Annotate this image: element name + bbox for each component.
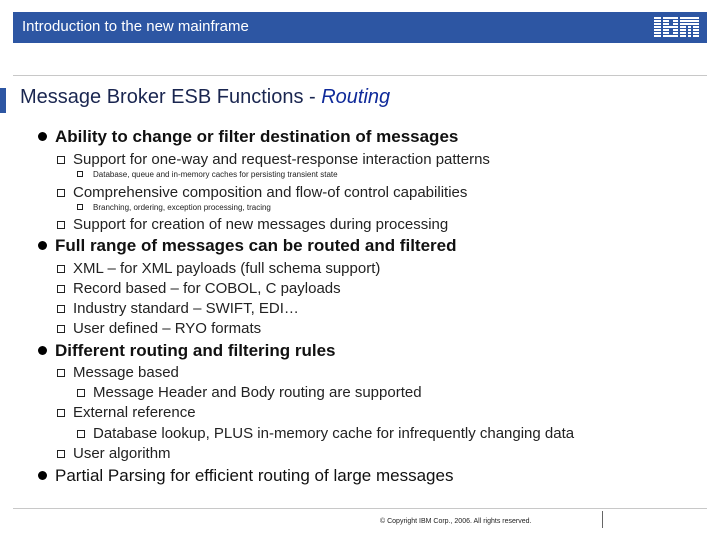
checkbox-bullet-icon — [77, 389, 85, 397]
title-accent-bar — [0, 88, 6, 113]
checkbox-bullet-icon — [57, 221, 65, 229]
bullet-dot-icon — [38, 346, 47, 355]
checkbox-bullet-icon — [77, 171, 83, 177]
footer-separator — [602, 511, 603, 528]
ibm-logo — [654, 16, 699, 38]
bullet-3-sub-1-detail — [77, 384, 422, 401]
bullet-1-sub-3-text: Support for creation of new messages during processing — [73, 216, 449, 233]
checkbox-bullet-icon — [77, 430, 85, 438]
checkbox-bullet-icon — [57, 265, 65, 273]
checkbox-bullet-icon — [57, 305, 65, 313]
bullet-2-sub-1-text: XML – for XML payloads (full schema support) — [73, 260, 381, 277]
bullet-2-sub-3 — [57, 300, 299, 317]
slide-title-emphasis: Routing — [321, 86, 391, 108]
bullet-3-sub-1-detail-text: Message Header and Body routing are supported — [93, 384, 422, 401]
bullet-1 — [38, 127, 458, 147]
checkbox-bullet-icon — [57, 450, 65, 458]
bullet-1-sub-3 — [57, 216, 448, 233]
bullet-3-sub-1 — [57, 364, 179, 381]
copyright-notice: © Copyright IBM Corp., 2006. All rights reserved. — [380, 518, 532, 525]
bullet-1-sub-2-detail-text: Branching, ordering, exception processing, tracing — [93, 203, 271, 212]
bullet-2-sub-4 — [57, 320, 261, 337]
footer-divider — [13, 508, 707, 509]
checkbox-bullet-icon — [57, 156, 65, 164]
checkbox-bullet-icon — [57, 285, 65, 293]
bullet-2-text: Full range of messages can be routed and filtered — [55, 236, 457, 255]
bullet-1-sub-1-text: Support for one-way and request-response interaction patterns — [73, 151, 490, 168]
bullet-3-sub-2-detail-text: Database lookup, PLUS in-memory cache for infrequently changing data — [93, 425, 575, 442]
bullet-4-text: Partial Parsing for efficient routing of large messages — [55, 466, 454, 485]
title-divider — [13, 75, 707, 76]
bullet-1-sub-1 — [57, 151, 490, 168]
bullet-2-sub-1 — [57, 260, 380, 277]
bullet-2-sub-2-text: Record based – for COBOL, C payloads — [73, 280, 341, 297]
bullet-2-sub-3-text: Industry standard – SWIFT, EDI… — [73, 300, 299, 317]
bullet-2 — [38, 236, 456, 256]
bullet-3-sub-2-detail — [77, 425, 574, 442]
bullet-1-text: Ability to change or filter destination of messages — [55, 127, 459, 146]
bullet-3-sub-2-text: External reference — [73, 404, 196, 421]
header-banner — [13, 12, 707, 43]
bullet-3-sub-2 — [57, 404, 196, 421]
checkbox-bullet-icon — [77, 204, 83, 210]
bullet-3-sub-1-text: Message based — [73, 364, 179, 381]
bullet-2-sub-4-text: User defined – RYO formats — [73, 320, 262, 337]
checkbox-bullet-icon — [57, 325, 65, 333]
slide-title — [20, 86, 390, 109]
bullet-3-sub-3 — [57, 445, 171, 462]
bullet-1-sub-1-detail — [77, 170, 338, 179]
bullet-3-sub-3-text: User algorithm — [73, 445, 171, 462]
bullet-4 — [38, 466, 453, 486]
bullet-3 — [38, 341, 336, 361]
checkbox-bullet-icon — [57, 189, 65, 197]
checkbox-bullet-icon — [57, 369, 65, 377]
bullet-1-sub-1-detail-text: Database, queue and in-memory caches for persisting transient state — [93, 170, 338, 179]
slide-title-main: Message Broker ESB Functions - — [20, 86, 322, 108]
bullet-1-sub-2-text: Comprehensive composition and flow-of control capabilities — [73, 184, 468, 201]
bullet-dot-icon — [38, 471, 47, 480]
checkbox-bullet-icon — [57, 409, 65, 417]
bullet-1-sub-2 — [57, 184, 467, 201]
bullet-2-sub-2 — [57, 280, 341, 297]
bullet-3-text: Different routing and filtering rules — [55, 341, 336, 360]
course-title: Introduction to the new mainframe — [22, 18, 249, 35]
bullet-1-sub-2-detail — [77, 203, 271, 212]
bullet-dot-icon — [38, 132, 47, 141]
bullet-dot-icon — [38, 241, 47, 250]
